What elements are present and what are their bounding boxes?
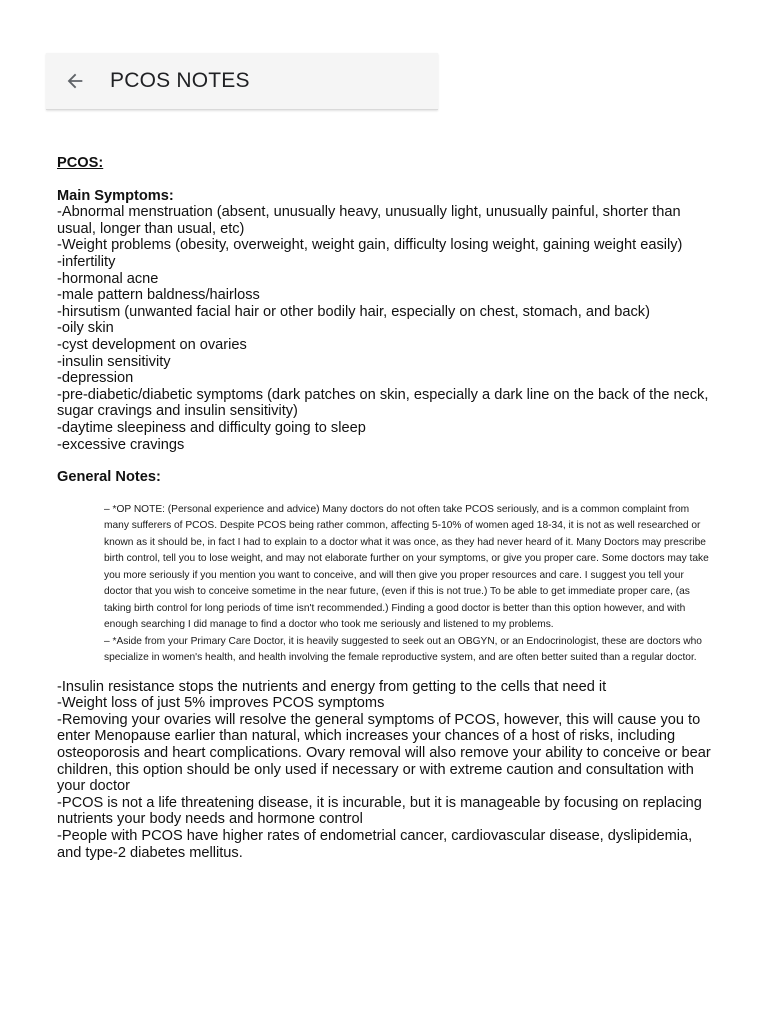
list-item: -oily skin [57, 320, 114, 337]
document-title: PCOS: [57, 155, 104, 171]
list-item: -Removing your ovaries will resolve the general symptoms of PCOS, however, this will cause you to enter Menopause earlier than natural, which increases your chances of a host of risks, including osteoporosis and heart complications. Ovary removal will also remove your ability to conceive or bear children, this option should be only used if necessary or with extreme caution and consultation with your doctor [57, 711, 711, 795]
list-item: -Insulin resistance stops the nutrients and energy from getting to the cells that need it [57, 678, 607, 695]
list-item: -cyst development on ovaries [57, 336, 247, 353]
op-note: – *OP NOTE: (Personal experience and advice) Many doctors do not often take PCOS seriously, and is a common complaint from many sufferers of PCOS. Despite PCOS being rather common, affecting 5-10% of women aged 18-34, it is not as well researched or known as it should be, in fact I had to explain to a doctor what it was once, as they had never heard of it. Many Doctors may prescribe birth control, tell you to lose weight, and may not elaborate further on your symptoms, or give you proper care. Some doctors may take you more seriously if you mention you want to conceive, and will then give you proper resources and care. I suggest you tell your doctor that you wish to conceive sometime in the near future, (even if this is not true.) To be able to get immediate proper care, (as taking birth control for long periods of time isn't recommended.) Finding a good doctor is better than this option however, and with enough searching I did manage to find a doctor who took me seriously and listened to my problems. [104, 503, 709, 631]
list-item: -hormonal acne [57, 270, 159, 287]
list-item: -Abnormal menstruation (absent, unusually heavy, unusually light, unusually painful, shorter than usual, longer than usual, etc) [57, 204, 681, 237]
list-item: -insulin sensitivity [57, 353, 171, 370]
list-item: -Weight loss of just 5% improves PCOS symptoms [57, 695, 385, 712]
list-item: -male pattern baldness/hairloss [57, 287, 260, 304]
list-item: -excessive cravings [57, 436, 185, 453]
op-note: – *Aside from your Primary Care Doctor, it is heavily suggested to seek out an OBGYN, or an Endocrinologist, these are doctors who specialize in women's health, and health involving the female reproductive system, and are often better suited than a regular doctor. [104, 635, 702, 664]
general-notes-heading: General Notes: [57, 469, 161, 486]
list-item: -infertility [57, 253, 116, 270]
op-notes-block [104, 502, 711, 667]
document-body [57, 155, 717, 861]
list-item: -Weight problems (obesity, overweight, weight gain, difficulty losing weight, gaining weight easily) [57, 237, 683, 254]
symptoms-list [57, 204, 717, 453]
app-bar [46, 53, 438, 110]
list-item: -daytime sleepiness and difficulty going to sleep [57, 419, 366, 436]
list-item: -depression [57, 370, 134, 387]
symptoms-heading: Main Symptoms: [57, 187, 174, 204]
general-notes-list [57, 679, 717, 862]
list-item: -PCOS is not a life threatening disease, it is incurable, but it is manageable by focusing on replacing nutrients your body needs and hormone control [57, 794, 702, 828]
list-item: -People with PCOS have higher rates of endometrial cancer, cardiovascular disease, dyslipidemia, and type-2 diabetes mellitus. [57, 828, 693, 861]
back-arrow-icon[interactable] [64, 70, 86, 92]
list-item: -pre-diabetic/diabetic symptoms (dark patches on skin, especially a dark line on the back of the neck, sugar cravings and insulin sensitivity) [57, 386, 709, 420]
list-item: -hirsutism (unwanted facial hair or other bodily hair, especially on chest, stomach, and back) [57, 303, 650, 320]
page-title: PCOS NOTES [110, 69, 250, 92]
